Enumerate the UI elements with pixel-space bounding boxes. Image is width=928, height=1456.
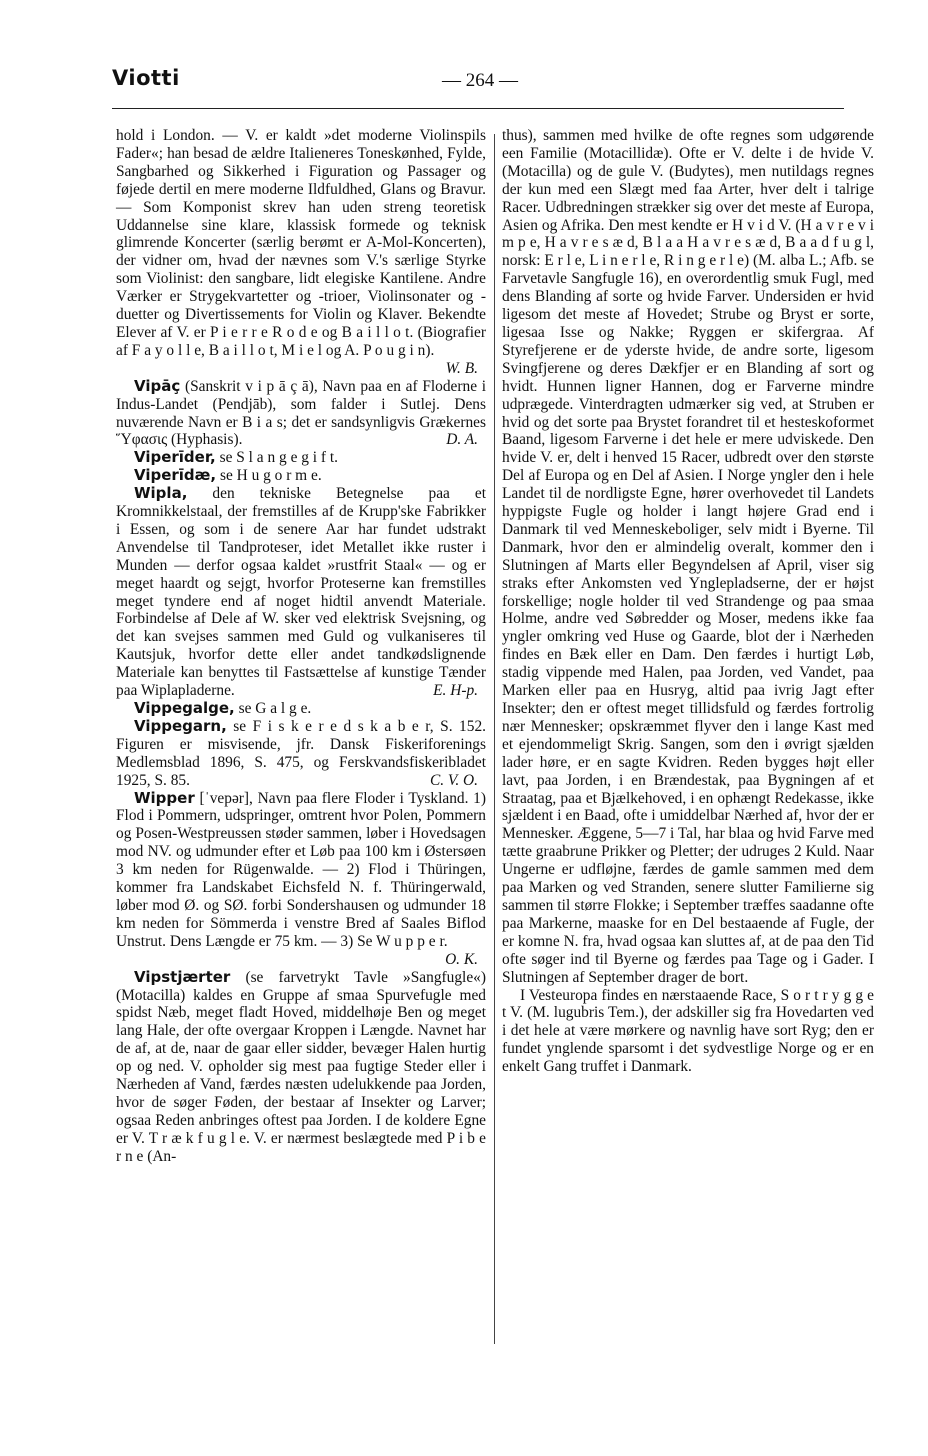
entry-wipper	[116, 788, 486, 968]
headword: Vipstjærter	[134, 967, 231, 986]
header-rule	[112, 108, 844, 109]
entry-vipac	[116, 378, 486, 450]
entry-text: thus), sammen med hvilke de ofte regnes som udgørende een Familie (Motacillidæ). Ofte er V. delte i de hvide V. (Motacilla) og de gule V. (Budytes), men nutildags regnes der kun med een Slægt med faa Arter, hver delt i talrige Racer. Udbredningen strækker sig over det meste af Europa, Asien og Afrika. Den mest kendte er H v i d V. (H a v r e v i m p e, H a v r e s æ d, B l a a H a v r e s æ d, B a a d f u g l, norsk: E r l e, L i n e r l e, R i n g e r l e) (M. alba L.; Afb. se Farvetavle Sangfugle 16), en overordentlig smuk Fugl, med dens Blanding af sorte og hvide Farver. Undersiden er hvid ligesom det meste af Hovedet; Strube og Bryst er sorte, ligesaa Isse og Nakke; Ryggen er skifergraa. Af Styrefjerene er de yderste hvide, de andre sorte, ligesom Svingfjerene og deres Dækfjer er en Blanding af sort og hvidt. Hunnen ligner Hannen, dog er Farverne mindre udprægede. Vinterdragten udmærker sig ved, at Struben er hvid og det sorte paa Brystet forandret til et hesteskoformet Baand, ligesom Farverne i det hele er mere udviskede. Den hvide V. er, delt i henved 15 Racer, udbredt over den største Del af Europa og en Del af Asien. I Norge yngler den i hele Landet til de nordligste Egne, hører overhovedet til Landets hyppigste Fugle og holder i langt højere Grad end i Danmark til ved Menneskeboliger, selv midt i Byerne. Til Danmark, hvor den er almindelig overalt, kommer den i Slutningen af Marts eller Begyndelsen af April, viser sig straks efter Ankomsten ved Ynglepladserne, der er højst forskellige; nogle holder til ved Strandenge og paa smaa Holme, andre ved Søbredder og Moser, medens ikke faa yngler omkring ved Huse og Gaarde, blot der i Nærheden findes en Bæk eller en Dam. Den færdes i hurtigt Løb, stadig vippende med Halen, paa Jorden, ved Vandet, paa Marken eller paa en Husryg, altid paa ivrig Jagt efter Insekter; den er oftest meget tillidsfuld og færdes fortrolig nær Mennesker; opskræmmet flyver den i lange Kast med et ejendommeligt Skrig. Sangen, som den i øvrigt sjælden lader høre, er en sagte Kvidren. Reden bygges højt eller lavt, paa Jorden, i en Brændestak, paa Bygningen af et Straatag, paa et Bjælkehoved, i en ophængt Redekasse, ikke sjældent i en Baad, ofte i umiddelbar Nærhed af, hvor der er Mennesker. Æggene, 5—7 i Tal, har blaa og hvid Farve med tætte graabrune Prikker og Pletter; der udruges 2 Kuld. Naar Ungerne er udfløjne, færdes de gamle sammen med dem paa Marken og ved Stranden, senere slutter Familierne sig sammen til større Flokke; i September træffes saadanne ofte paa Markerne, maaske for en Del bestaaende af Fugle, der er komne N. fra, hvad ogsaa kan sluttes af, at de paa den Tid ofte søger ind til Byerne og færdes paa Tage og i Gader. I Slutningen af September drager de bort.	[502, 127, 874, 986]
entry-text: I Vesteuropa findes en nærstaaende Race, S o r t r y g g e t V. (M. lugubris Tem.), der adskiller sig fra Hovedarten ved i det hele at være mørkere og navnlig have sort Ryg; den er fundet ynglende sparsomt i det sydvestlige Norge og er en enkelt Gang truffet i Danmark.	[502, 986, 874, 1076]
entry-viperider	[116, 449, 486, 467]
entry-signature: O. K.	[445, 950, 478, 968]
entry-signature: C. V. O.	[429, 771, 478, 789]
headword: Wipla,	[134, 484, 188, 503]
entry-text: se G a l g e.	[238, 700, 312, 717]
entry-vipstjaerter	[116, 969, 486, 1166]
column-divider	[494, 134, 495, 1344]
entry-text: hold i London. — V. er kaldt »det moderne Violinspils Fader«; han besad de ældre Italieneres Toneskønhed, Fylde, Sangbarhed og Sikkerhed i Figuration og Passager og føjede dertil en mere moderne Ildfuldhed, Glans og Bravur. — Som Komponist skrev han uden streng teoretisk Uddannelse sine klare, klassisk formede og teknisk glimrende Koncerter (særlig berømt er A-Mol-Koncerten), der vidner om, hvad der nævnes som V.'s særlige Styrke som Violinist: den sangbare, lidt elegiske Kantilene. Andre Værker er Strygekvartetter og -trioer, Violinsonater og -duetter og Divertissements for Violin og Klaver. Bekendte Elever af V. er P i e r r e R o d e og B a i l l o t. (Biografier af F a y o l l e, B a i l l o t, M i e l og A. P o u g i n).	[116, 127, 486, 359]
entry-text: se H u g o r m e.	[219, 467, 322, 485]
headword: Viperīder,	[134, 448, 216, 467]
entry-text: se F i s k e r e d s k a b e r, S. 152. Figuren er misvisende, jfr. Dansk Fiskeriforenings Medlemsblad 1896, S. 475, og Ferskvandsfiskeribladet 1925, S. 85.	[116, 717, 486, 789]
entry-vipstjaerter-continued	[502, 127, 874, 987]
entry-vippegarn	[116, 718, 486, 790]
left-column	[116, 127, 486, 1166]
entry-text: (Sanskrit v i p ā ç ā), Navn paa en af Floderne i Indus-Landet (Pendjāb), som falder i Sutlej. Dens nuværende Navn er B i a s; det er sandsynligvis Grækernes Ὕφασις (Hyphasis).	[116, 377, 486, 449]
headword: Viperīdæ,	[134, 466, 217, 485]
running-head	[112, 64, 842, 104]
entry-signature: D. A.	[446, 431, 478, 449]
entry-wipla	[116, 485, 486, 700]
entry-text: den tekniske Betegnelse paa et Kromnikkelstaal, der fremstilles af de Krupp'ske Fabrikker i Essen, og som i de senere Aar har fundet udstrakt Anvendelse til Tandproteser, idet Metallet ikke ruster i Munden — derfor ogsaa kaldet »rustfrit Staal« — og er meget haardt og sejgt, hvorfor Proteserne kan fremstilles meget tyndere end af noget hidtil anvendt Materiale. Forbindelse af Dele af W. sker ved elektrisk Svejsning, og det kan svejses sammen med Guld og vulkaniseres til Kautsjuk, hvorfor dette eller andet tandkødslignende Materiale kan benyttes til Fastsættelse af kunstige Tænder paa Wiplapladerne.	[116, 485, 486, 700]
entry-text: se S l a n g e g i f t.	[219, 449, 339, 467]
entry-signature: W. B.	[445, 359, 478, 377]
entry-signature: E. H-p.	[433, 682, 478, 700]
headword: Wipper	[134, 788, 195, 807]
entry-viperidae	[116, 467, 486, 485]
page-number: — 264 —	[442, 70, 518, 91]
entry-text: [ˈvepər], Navn paa flere Floder i Tyskland. 1) Flod i Pommern, udspringer, omtrent hvor Polen, Pommern og Posen-Westpreussen støder sammen, løber i Hovedsagen mod NV. og udmunder efter et Løb paa 100 km i Østersøen 3 km neden for Rügenwalde. — 2) Flod i Thüringen, kommer fra Landskabet Eichsfeld N. f. Thüringerwald, løber mod Ø. og SØ. forbi Sondershausen og udmunder 18 km neden for Sömmerda i venstre Bred af Saales Biflod Unstrut. Dens Længde er 75 km. — 3) Se W u p p e r.	[116, 789, 486, 950]
headword: Vippegalge,	[134, 699, 235, 717]
entry-text: (se farvetrykt Tavle »Sangfugle«) (Motacilla) kaldes en Gruppe af smaa Spurvefugle med spidst Næb, meget fladt Hoved, middelhøje Ben og meget lang Hale, der ofte overgaar Kroppen i Længde. Navnet har de af, at de, naar de gaar eller sidder, bevæger Halen hurtig op og ned. V. opholder sig mest paa fugtige Steder eller i Nærheden af Vand, færdes næsten udelukkende paa Jorden, hvor de søger Føden, der bestaar af Insekter og Larver; ogsaa Reden anbringes oftest paa Jorden. I de koldere Egne er V. T r æ k f u g l e. V. er nærmest beslægtede med P i b e r n e (An-	[116, 968, 486, 1165]
entry-vippegalge	[116, 700, 486, 718]
running-head-word: Viotti	[112, 66, 180, 90]
headword: Vipāç	[134, 376, 181, 395]
entry-viotti-continued	[116, 127, 486, 378]
right-column	[502, 127, 874, 1076]
headword: Vippegarn,	[134, 716, 227, 735]
entry-sortrygget	[502, 987, 874, 1077]
